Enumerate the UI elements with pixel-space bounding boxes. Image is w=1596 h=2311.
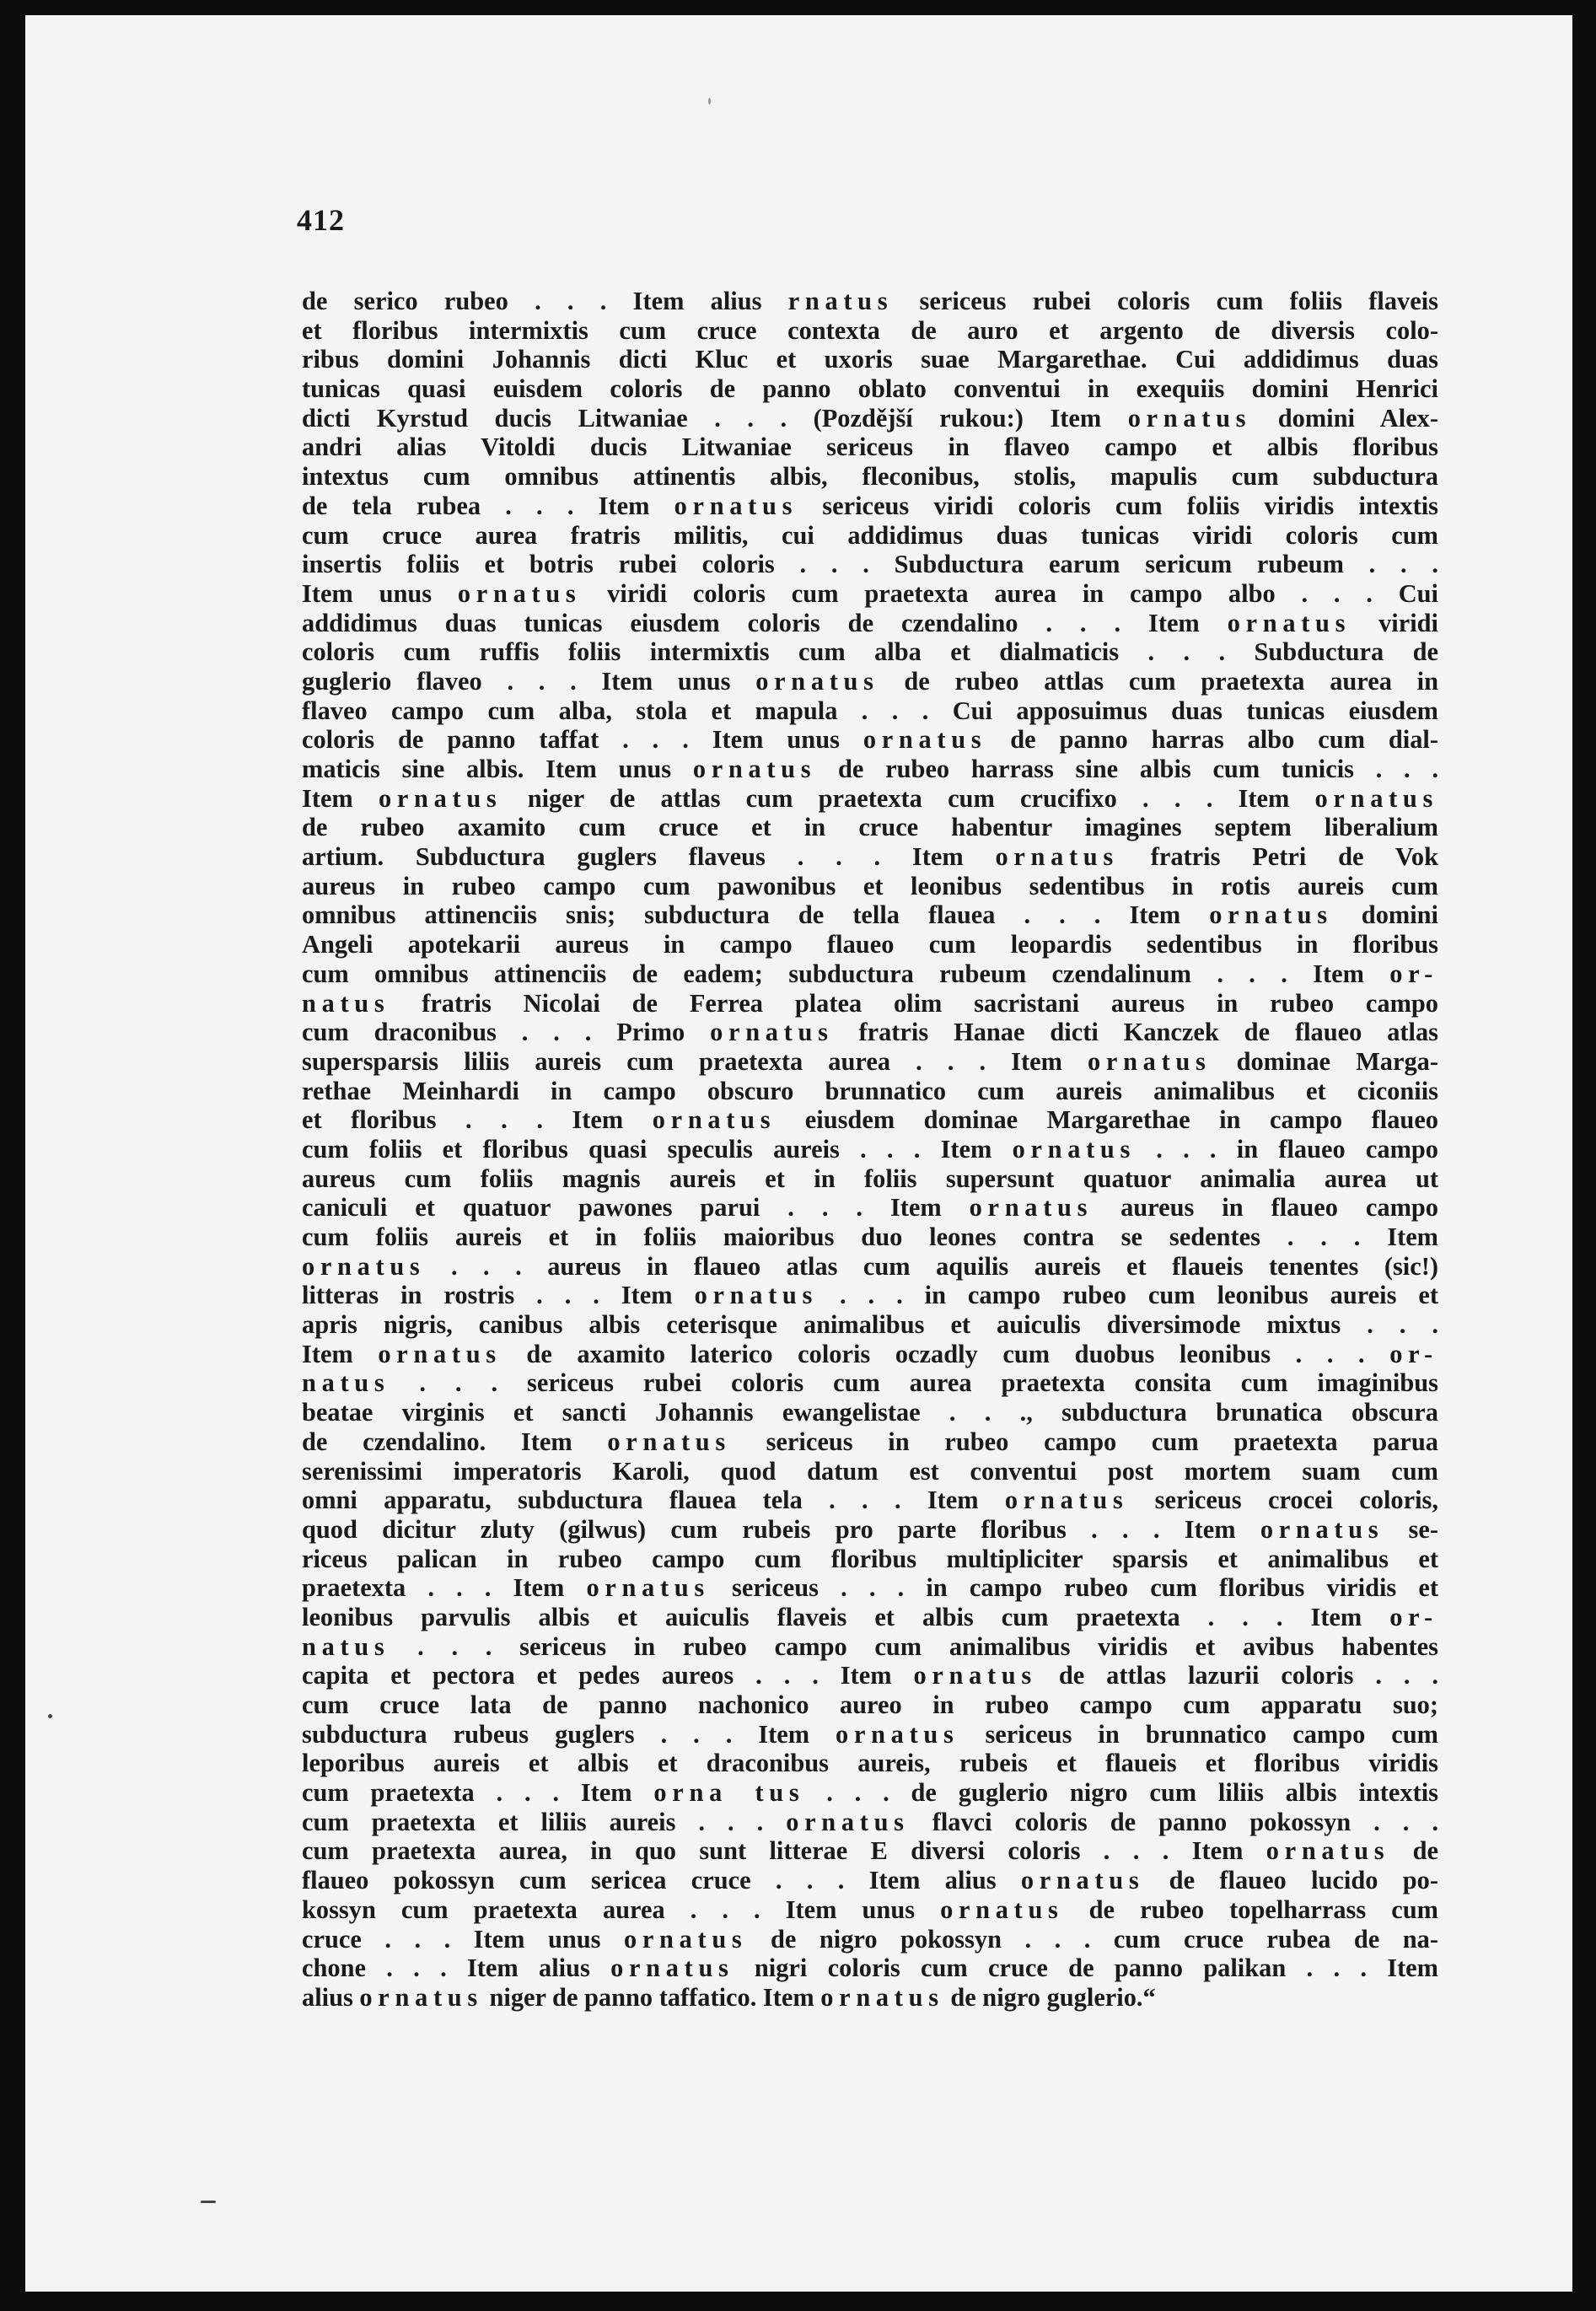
text-line: chone . . . Item alius ornatus nigri coloris cum cruce de panno palikan . . . Item	[302, 1954, 1438, 1983]
text-line: coloris de panno taffat . . . Item unus ornatus de panno harras albo cum dial-	[302, 725, 1438, 755]
spaced-word: ornatus	[995, 842, 1119, 872]
spaced-word: ornatus	[755, 666, 879, 696]
speck-mark	[48, 1714, 52, 1718]
text-line: dicti Kyrstud ducis Litwaniae . . . (Pozdější rukou:) Item ornatus domini Alex-	[302, 403, 1438, 433]
text-line: cum cruce lata de panno nachonico aureo in rubeo campo cum apparatu suo;	[302, 1690, 1438, 1719]
spaced-word: natus	[302, 1368, 390, 1398]
spaced-word: or-	[1389, 1339, 1438, 1368]
spaced-word: ornatus	[674, 491, 798, 520]
speck-mark	[201, 2201, 216, 2203]
speck-mark	[708, 98, 711, 105]
spaced-word: ornatus	[652, 1105, 777, 1135]
text-line: Angeli apotekarii aureus in campo flaueo cum leopardis sedentibus in floribus	[302, 930, 1438, 959]
text-line: de czendalino. Item ornatus sericeus in rubeo campo cum praetexta parua	[302, 1427, 1438, 1456]
spaced-word: ornatus	[836, 1719, 959, 1749]
spaced-word: ornatus	[379, 783, 502, 813]
text-line: Item unus ornatus viridi coloris cum praetexta aurea in campo albo . . . Cui	[302, 578, 1438, 608]
spaced-word: ornatus	[359, 1982, 483, 2012]
text-line: serenissimi imperatoris Karoli, quod datum est conventui post mortem suam cum	[302, 1456, 1438, 1486]
text-line: alius ornatus niger de panno taffatico. Item ornatus de nigro guglerio.“	[302, 1982, 1156, 2012]
text-line: de serico rubeo . . . Item alius rnatus sericeus rubei coloris cum foliis flaveis	[302, 287, 1438, 315]
spaced-word: ornatus	[1020, 1866, 1145, 1895]
text-line: apris nigris, canibus albis ceterisque animalibus et auiculis diversimode mixtus . . .	[302, 1310, 1438, 1340]
text-line: beatae virginis et sancti Johannis ewangelistae . . ., subductura brunatica obscura	[302, 1398, 1438, 1427]
text-line: insertis foliis et botris rubei coloris . . . Subductura earum sericum rubeum . . .	[302, 550, 1438, 579]
text-line: addidimus duas tunicas eiusdem coloris de czendalino . . . Item ornatus viridi	[302, 608, 1438, 637]
text-line: coloris cum ruffis foliis intermixtis cum alba et dialmaticis . . . Subductura de	[302, 637, 1438, 667]
spaced-word: ornatus	[1088, 1046, 1212, 1076]
spaced-word: or-	[1389, 959, 1438, 988]
text-line: flaueo pokossyn cum sericea cruce . . . Item alius ornatus de flaueo lucido po-	[302, 1866, 1438, 1895]
spaced-word: ornatus	[610, 1954, 734, 1983]
text-line: caniculi et quatuor pawones parui . . . Item ornatus aureus in flaueo campo	[302, 1193, 1438, 1223]
spaced-word: ornatus	[1209, 900, 1333, 930]
text-line: cum praetexta et liliis aureis . . . ornatus flavci coloris de panno pokossyn . . .	[302, 1807, 1438, 1836]
text-line: omnibus attinenciis snis; subductura de tella flauea . . . Item ornatus domini	[302, 900, 1438, 930]
text-line: de tela rubea . . . Item ornatus sericeus viridi coloris cum foliis viridis intextis	[302, 491, 1438, 520]
book-page	[25, 15, 1572, 2292]
spaced-word: natus	[302, 1631, 390, 1661]
text-line: leonibus parvulis albis et auiculis flaveis et albis cum praetexta . . . Item or-	[302, 1602, 1438, 1631]
text-line: natus fratris Nicolai de Ferrea platea olim sacristani aureus in rubeo campo	[302, 988, 1438, 1018]
spaced-word: ornatus	[940, 1894, 1064, 1924]
page-number: 412	[297, 203, 345, 237]
text-line: Item ornatus de axamito laterico coloris oczadly cum duobus leonibus . . . or-	[302, 1339, 1438, 1368]
spaced-word: ornatus	[786, 1807, 910, 1836]
spaced-word: ornatus	[710, 1018, 834, 1047]
spaced-word: ornatus	[607, 1427, 731, 1456]
text-line: tunicas quasi euisdem coloris de panno oblato conventui in exequiis domini Henrici	[302, 374, 1438, 404]
spaced-word: ornatus	[820, 1982, 944, 2012]
text-line: artium. Subductura guglers flaveus . . . Item ornatus fratris Petri de Vok	[302, 842, 1438, 872]
spaced-word: rnatus	[787, 287, 894, 315]
body-text	[302, 287, 1438, 2013]
text-line: cum foliis aureis et in foliis maioribus duo leones contra se sedentes . . . Item	[302, 1223, 1438, 1251]
text-line: aureus cum foliis magnis aureis et in foliis supersunt quatuor animalia aurea ut	[302, 1164, 1438, 1193]
spaced-word: ornatus	[302, 1251, 426, 1281]
text-line: praetexta . . . Item ornatus sericeus . . . in campo rubeo cum floribus viridis et	[302, 1573, 1438, 1603]
spaced-word: ornatus	[862, 725, 987, 755]
text-line: aureus in rubeo campo cum pawonibus et leonibus sedentibus in rotis aureis cum	[302, 871, 1438, 900]
text-line: intextus cum omnibus attinentis albis, fleconibus, stolis, mapulis cum subductura	[302, 462, 1438, 492]
text-line: cruce . . . Item unus ornatus de nigro pokossyn . . . cum cruce rubea de na-	[302, 1924, 1438, 1954]
text-line: natus . . . sericeus rubei coloris cum aurea praetexta consita cum imaginibus	[302, 1368, 1438, 1398]
text-line: omni apparatu, subductura flauea tela . . . Item ornatus sericeus crocei coloris,	[302, 1486, 1438, 1515]
spaced-word: ornatus	[457, 578, 582, 608]
spaced-word: natus	[302, 988, 390, 1018]
text-line: litteras in rostris . . . Item ornatus . . . in campo rubeo cum leonibus aureis et	[302, 1281, 1438, 1310]
spaced-word: ornatus	[913, 1661, 1037, 1690]
text-line: et floribus intermixtis cum cruce contexta de auro et argento de diversis colo-	[302, 315, 1438, 345]
text-line: guglerio flaveo . . . Item unus ornatus de rubeo attlas cum praetexta aurea in	[302, 666, 1438, 696]
text-line: ribus domini Johannis dicti Kluc et uxoris suae Margarethae. Cui addidimus duas	[302, 345, 1438, 374]
spaced-word: ornatus	[378, 1339, 502, 1368]
spaced-word: ornatus	[692, 755, 817, 783]
spaced-word: orna tus	[653, 1778, 805, 1808]
spaced-word: ornatus	[586, 1573, 710, 1603]
text-line: natus . . . sericeus in rubeo campo cum animalibus viridis et avibus habentes	[302, 1631, 1438, 1661]
spaced-word: or-	[1389, 1602, 1438, 1631]
text-line: maticis sine albis. Item unus ornatus de rubeo harrass sine albis cum tunicis . . .	[302, 755, 1438, 783]
text-line: andri alias Vitoldi ducis Litwaniae sericeus in flaveo campo et albis floribus	[302, 433, 1438, 462]
text-line: cum cruce aurea fratris militis, cui addidimus duas tunicas viridi coloris cum	[302, 520, 1438, 550]
text-line: flaveo campo cum alba, stola et mapula . . . Cui apposuimus duas tunicas eiusdem	[302, 696, 1438, 725]
text-line: leporibus aureis et albis et draconibus aureis, rubeis et flaueis et floribus viridis	[302, 1749, 1438, 1778]
text-line: cum omnibus attinenciis de eadem; subductura rubeum czendalinum . . . Item or-	[302, 959, 1438, 988]
text-line: ornatus . . . aureus in flaueo atlas cum aquilis aureis et flaueis tenentes (sic!)	[302, 1251, 1438, 1281]
spaced-word: ornatus	[1314, 783, 1438, 813]
spaced-word: ornatus	[969, 1193, 1094, 1223]
spaced-word: ornatus	[694, 1281, 819, 1310]
text-line: quod dicitur zluty (gilwus) cum rubeis pro parte floribus . . . Item ornatus se-	[302, 1514, 1438, 1544]
spaced-word: ornatus	[1266, 1836, 1390, 1866]
spaced-word: ornatus	[1012, 1134, 1137, 1164]
text-line: cum draconibus . . . Primo ornatus fratris Hanae dicti Kanczek de flaueo atlas	[302, 1018, 1438, 1047]
spaced-word: ornatus	[1127, 403, 1252, 433]
spaced-word: ornatus	[624, 1924, 748, 1954]
text-line: subductura rubeus guglers . . . Item ornatus sericeus in brunnatico campo cum	[302, 1719, 1438, 1749]
text-line: et floribus . . . Item ornatus eiusdem dominae Margarethae in campo flaueo	[302, 1105, 1438, 1135]
text-line: Item ornatus niger de attlas cum praetexta cum crucifixo . . . Item ornatus	[302, 783, 1438, 813]
text-line: supersparsis liliis aureis cum praetexta aurea . . . Item ornatus dominae Marga-	[302, 1046, 1438, 1076]
spaced-word: ornatus	[1004, 1486, 1129, 1515]
text-line: cum praetexta aurea, in quo sunt litterae E diversi coloris . . . Item ornatus de	[302, 1836, 1438, 1866]
text-line: riceus palican in rubeo campo cum floribus multipliciter sparsis et animalibus et	[302, 1544, 1438, 1573]
text-line: rethae Meinhardi in campo obscuro brunnatico cum aureis animalibus et ciconiis	[302, 1076, 1438, 1105]
spaced-word: ornatus	[1260, 1514, 1384, 1544]
text-line: cum praetexta . . . Item orna tus . . . de guglerio nigro cum liliis albis intextis	[302, 1778, 1438, 1808]
text-line: cum foliis et floribus quasi speculis aureis . . . Item ornatus . . . in flaueo campo	[302, 1134, 1438, 1164]
text-line: capita et pectora et pedes aureos . . . Item ornatus de attlas lazurii coloris . . .	[302, 1661, 1438, 1690]
text-line: de rubeo axamito cum cruce et in cruce habentur imagines septem liberalium	[302, 813, 1438, 842]
text-line: kossyn cum praetexta aurea . . . Item unus ornatus de rubeo topelharrass cum	[302, 1894, 1438, 1924]
spaced-word: ornatus	[1227, 608, 1351, 637]
